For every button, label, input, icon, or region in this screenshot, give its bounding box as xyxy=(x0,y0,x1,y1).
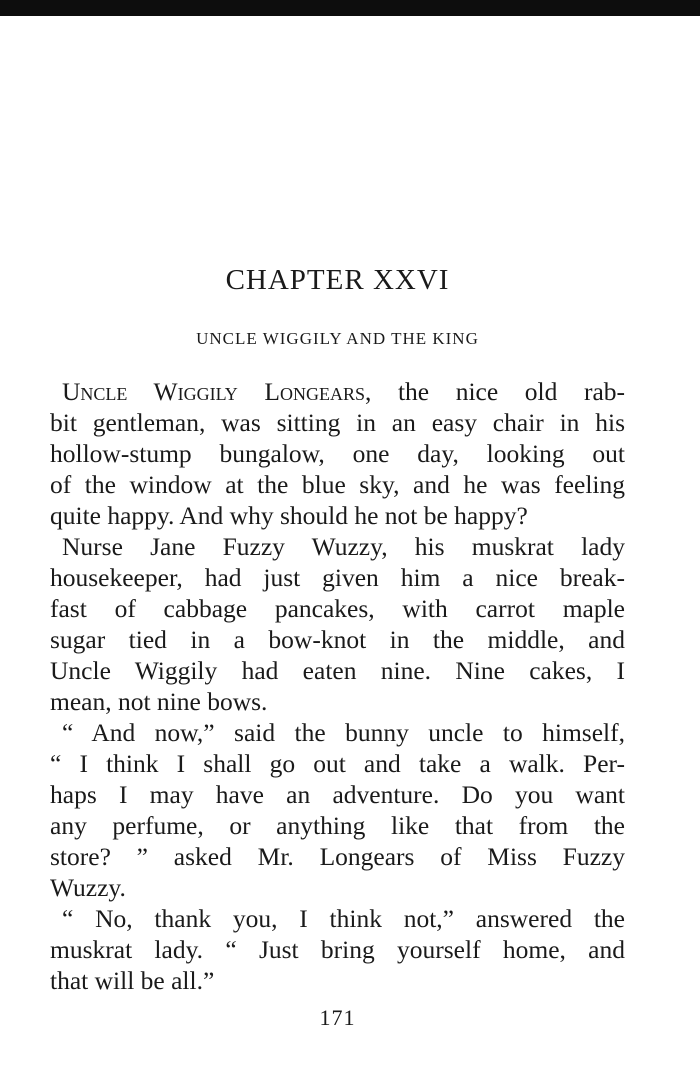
text-line: that will be all.” xyxy=(50,966,215,995)
text-line: sugar tied in a bow-knot in the middle, and xyxy=(50,625,625,654)
text-line: “ No, thank you, I think not,” answered the xyxy=(62,904,625,933)
text-line: “ And now,” said the bunny uncle to himself, xyxy=(62,718,625,747)
text-line: hollow-stump bungalow, one day, looking out xyxy=(50,439,625,468)
page-number: 171 xyxy=(319,1005,356,1030)
text-line: mean, not nine bows. xyxy=(50,687,268,716)
text-line: of the window at the blue sky, and he was feeling xyxy=(50,470,625,499)
lead-small-caps: Uncle Wiggily Longears xyxy=(62,377,365,406)
chapter-subtitle: UNCLE WIGGILY AND THE KING xyxy=(196,329,479,348)
text-line: bit gentleman, was sitting in an easy chair in his xyxy=(50,408,625,437)
text-line-content: , the nice old rab- xyxy=(364,377,625,406)
text-line: fast of cabbage pancakes, with carrot maple xyxy=(50,594,625,623)
text-line: muskrat lady. “ Just bring yourself home, and xyxy=(50,935,625,964)
text-line xyxy=(50,376,625,407)
body-text xyxy=(50,376,625,996)
text-line: “ I think I shall go out and take a walk. Per- xyxy=(50,749,625,778)
chapter-title: CHAPTER XXVI xyxy=(225,264,450,296)
text-line: any perfume, or anything like that from the xyxy=(50,811,625,840)
text-line: housekeeper, had just given him a nice break- xyxy=(50,563,625,592)
book-page xyxy=(50,0,625,1072)
text-line: Nurse Jane Fuzzy Wuzzy, his muskrat lady xyxy=(62,532,625,561)
text-line: quite happy. And why should he not be happy? xyxy=(50,501,528,530)
text-line: Uncle Wiggily had eaten nine. Nine cakes, I xyxy=(50,656,625,685)
text-line: Wuzzy. xyxy=(50,873,126,902)
text-line: haps I may have an adventure. Do you want xyxy=(50,780,625,809)
text-line: store? ” asked Mr. Longears of Miss Fuzzy xyxy=(50,842,625,871)
